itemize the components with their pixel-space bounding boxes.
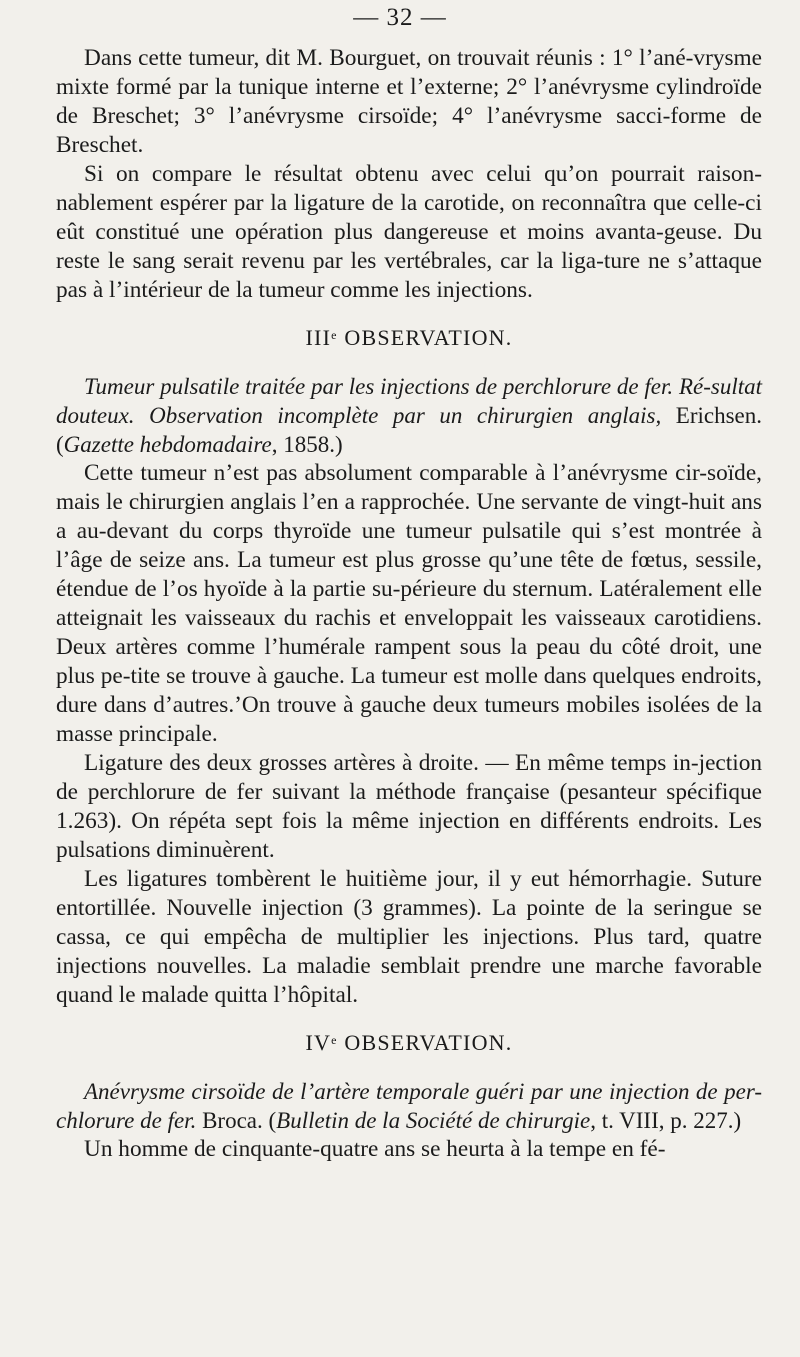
page-number: — 32 — bbox=[353, 4, 447, 31]
observation-caption bbox=[56, 1077, 762, 1135]
caption-author: Erichsen. ( bbox=[56, 403, 762, 457]
paragraph: Ligature des deux grosses artères à droite. — En même temps in-jection de perchlorure de fer suivant la méthode française (pesanteur spécifique 1.263). On répéta sept fois la même injection en différents endroits. Les pulsations diminuèrent. bbox=[56, 750, 762, 863]
caption-source: Bulletin de la Société de chirurgie bbox=[276, 1108, 591, 1133]
observation-label: OBSERVATION. bbox=[344, 325, 513, 350]
observation-numeral-suffix: e bbox=[331, 328, 338, 342]
observation-numeral-suffix: e bbox=[331, 1033, 338, 1047]
caption-source: Gazette hebdomadaire bbox=[63, 432, 272, 457]
observation-numeral: III bbox=[305, 325, 332, 350]
paragraph: Si on compare le résultat obtenu avec celui qu’on pourrait raison-nablement espérer par la ligature de la carotide, on reconnaîtra que celle-ci eût constitué une opération plus dangereuse et moins avanta-geuse. Du reste le sang serait revenu par les vertébrales, car la liga-ture ne s’attaque pas à l’intérieur de la tumeur comme les injections. bbox=[56, 161, 762, 303]
observation-heading bbox=[56, 323, 762, 352]
paragraph: Un homme de cinquante-quatre ans se heurta à la tempe en fé- bbox=[84, 1136, 666, 1162]
paragraph: Dans cette tumeur, dit M. Bourguet, on trouvait réunis : 1° l’ané-vrysme mixte formé par la tunique interne et l’externe; 2° l’anévrysme cylindroïde de Breschet; 3° l’anévrysme cirsoïde; 4° l’anévrysme sacci-forme de Breschet. bbox=[56, 45, 762, 158]
observation-heading bbox=[56, 1028, 762, 1057]
page-content bbox=[56, 44, 762, 1164]
paragraph: Les ligatures tombèrent le huitième jour, il y eut hémorrhagie. Suture entortillée. Nouvelle injection (3 grammes). La pointe de la seringue se cassa, ce qui empêcha de multiplier les injections. Plus tard, quatre injections nouvelles. La maladie semblait prendre une marche favorable quand le malade quitta l’hôpital. bbox=[56, 866, 762, 1008]
observation-caption bbox=[56, 372, 762, 459]
paragraph: Cette tumeur n’est pas absolument comparable à l’anévrysme cir-soïde, mais le chirurgien anglais l’en a rapprochée. Une servante de vingt-huit ans a au-devant du corps thyroïde une tumeur pulsatile qui s’est montrée à l’âge de seize ans. La tumeur est plus grosse qu’une tête de fœtus, sessile, étendue de l’os hyoïde à la partie su-périeure du sternum. Latéralement elle atteignait les vaisseaux du rachis et enveloppait les vaisseaux carotidiens. Deux artères comme l’humérale rampent sous la peau du côté droit, une plus pe-tite se trouve à gauche. La tumeur est molle dans quelques endroits, dure dans d’autres.’On trouve à gauche deux tumeurs mobiles isolées de la masse principale. bbox=[56, 460, 762, 747]
caption-title: Tumeur pulsatile traitée par les injections de perchlorure de fer. Ré-sultat douteux. Observation incomplète par un chirurgien anglais, bbox=[56, 374, 762, 428]
caption-title: Anévrysme cirsoïde de l’artère temporale guéri par une injection de per-chlorure de fer. bbox=[56, 1079, 762, 1133]
caption-reference: , t. VIII, p. 227.) bbox=[590, 1108, 742, 1133]
caption-author: Broca. ( bbox=[196, 1108, 277, 1133]
observation-label: OBSERVATION. bbox=[344, 1030, 513, 1055]
observation-numeral: IV bbox=[305, 1030, 332, 1055]
caption-year: , 1858.) bbox=[271, 432, 343, 457]
